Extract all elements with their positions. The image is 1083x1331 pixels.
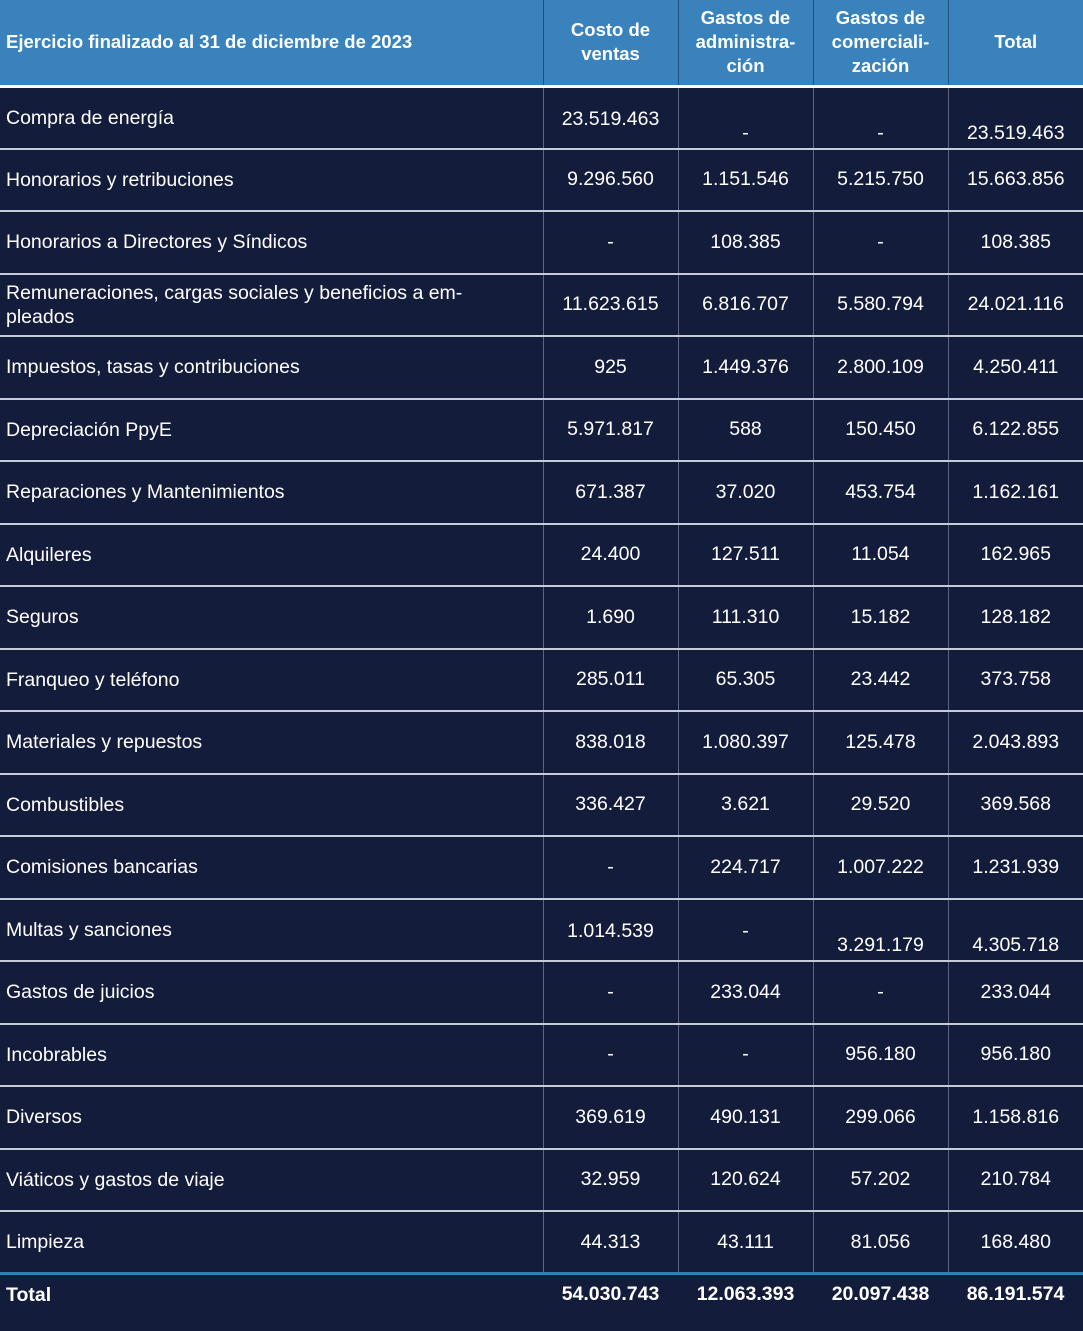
- cell-admin-expenses: 224.717: [678, 836, 813, 899]
- cell-selling-expenses: 3.291.179: [813, 899, 948, 962]
- cell-admin-expenses: 127.511: [678, 524, 813, 587]
- cell-selling-expenses: -: [813, 86, 948, 149]
- cell-admin-expenses: 3.621: [678, 774, 813, 837]
- cell-selling-expenses: -: [813, 961, 948, 1024]
- cell-total: 108.385: [948, 211, 1083, 274]
- cell-total: 168.480: [948, 1211, 1083, 1274]
- cell-admin-expenses: 108.385: [678, 211, 813, 274]
- header-cost-of-sales: Costo de ventas: [543, 0, 678, 86]
- cell-cost-of-sales: 32.959: [543, 1149, 678, 1212]
- cell-admin-expenses: 1.449.376: [678, 336, 813, 399]
- cell-total: 2.043.893: [948, 711, 1083, 774]
- cell-cost-of-sales: 11.623.615: [543, 274, 678, 337]
- cell-cost-of-sales: 1.690: [543, 586, 678, 649]
- table-row: [0, 399, 1083, 462]
- cell-cost-of-sales: 23.519.463: [543, 86, 678, 149]
- total-selling-expenses: 20.097.438: [813, 1274, 948, 1315]
- row-label: Incobrables: [0, 1024, 543, 1087]
- table-row: [0, 461, 1083, 524]
- cell-admin-expenses: 37.020: [678, 461, 813, 524]
- cell-total: 1.158.816: [948, 1086, 1083, 1149]
- cell-selling-expenses: -: [813, 211, 948, 274]
- cell-cost-of-sales: -: [543, 1024, 678, 1087]
- cell-total: 373.758: [948, 649, 1083, 712]
- cell-selling-expenses: 81.056: [813, 1211, 948, 1274]
- table-row: [0, 649, 1083, 712]
- row-label: Gastos de juicios: [0, 961, 543, 1024]
- cell-cost-of-sales: -: [543, 961, 678, 1024]
- total-label: Total: [0, 1274, 543, 1315]
- cell-admin-expenses: 490.131: [678, 1086, 813, 1149]
- cell-admin-expenses: -: [678, 86, 813, 149]
- cell-admin-expenses: 120.624: [678, 1149, 813, 1212]
- cell-admin-expenses: 233.044: [678, 961, 813, 1024]
- row-label: Compra de energía: [0, 86, 543, 149]
- cell-cost-of-sales: 24.400: [543, 524, 678, 587]
- cell-cost-of-sales: 5.971.817: [543, 399, 678, 462]
- cell-cost-of-sales: 671.387: [543, 461, 678, 524]
- header-selling-expenses: Gastos de comerciali- zación: [813, 0, 948, 86]
- table-row: [0, 86, 1083, 149]
- table-row: [0, 961, 1083, 1024]
- cell-cost-of-sales: 9.296.560: [543, 149, 678, 212]
- row-label: Viáticos y gastos de viaje: [0, 1149, 543, 1212]
- total-cost-of-sales: 54.030.743: [543, 1274, 678, 1315]
- cell-cost-of-sales: 838.018: [543, 711, 678, 774]
- table-row: [0, 524, 1083, 587]
- cell-total: 233.044: [948, 961, 1083, 1024]
- table-row: [0, 1149, 1083, 1212]
- cell-cost-of-sales: 285.011: [543, 649, 678, 712]
- table-row: [0, 336, 1083, 399]
- cell-admin-expenses: -: [678, 899, 813, 962]
- total-admin-expenses: 12.063.393: [678, 1274, 813, 1315]
- row-label: Remuneraciones, cargas sociales y beneficios a em- pleados: [0, 274, 543, 337]
- header-period: Ejercicio finalizado al 31 de diciembre de 2023: [0, 0, 543, 86]
- cell-admin-expenses: 6.816.707: [678, 274, 813, 337]
- cell-selling-expenses: 453.754: [813, 461, 948, 524]
- cell-total: 956.180: [948, 1024, 1083, 1087]
- cell-total: 162.965: [948, 524, 1083, 587]
- cell-selling-expenses: 11.054: [813, 524, 948, 587]
- cell-admin-expenses: 65.305: [678, 649, 813, 712]
- cell-cost-of-sales: 369.619: [543, 1086, 678, 1149]
- cell-selling-expenses: 29.520: [813, 774, 948, 837]
- cell-total: 6.122.855: [948, 399, 1083, 462]
- cell-admin-expenses: 1.080.397: [678, 711, 813, 774]
- cell-total: 210.784: [948, 1149, 1083, 1212]
- header-admin-expenses: Gastos de administra- ción: [678, 0, 813, 86]
- row-label: Reparaciones y Mantenimientos: [0, 461, 543, 524]
- table-header-row: [0, 0, 1083, 86]
- table-row: [0, 899, 1083, 962]
- cell-selling-expenses: 1.007.222: [813, 836, 948, 899]
- row-label: Materiales y repuestos: [0, 711, 543, 774]
- row-label: Diversos: [0, 1086, 543, 1149]
- cell-total: 369.568: [948, 774, 1083, 837]
- table-row: [0, 1211, 1083, 1274]
- header-total: Total: [948, 0, 1083, 86]
- cell-cost-of-sales: 925: [543, 336, 678, 399]
- table-row: [0, 211, 1083, 274]
- cell-selling-expenses: 2.800.109: [813, 336, 948, 399]
- table-row: [0, 836, 1083, 899]
- cell-total: 4.250.411: [948, 336, 1083, 399]
- cell-selling-expenses: 125.478: [813, 711, 948, 774]
- cell-total: 1.231.939: [948, 836, 1083, 899]
- cell-total: 24.021.116: [948, 274, 1083, 337]
- cell-admin-expenses: 1.151.546: [678, 149, 813, 212]
- cell-total: 4.305.718: [948, 899, 1083, 962]
- row-label: Honorarios y retribuciones: [0, 149, 543, 212]
- row-label: Multas y sanciones: [0, 899, 543, 962]
- table-row: [0, 149, 1083, 212]
- row-label: Limpieza: [0, 1211, 543, 1274]
- cell-selling-expenses: 57.202: [813, 1149, 948, 1212]
- cell-cost-of-sales: 44.313: [543, 1211, 678, 1274]
- table-row: [0, 1024, 1083, 1087]
- cell-admin-expenses: 43.111: [678, 1211, 813, 1274]
- cell-selling-expenses: 5.215.750: [813, 149, 948, 212]
- table-row: [0, 274, 1083, 337]
- total-total: 86.191.574: [948, 1274, 1083, 1315]
- table-row: [0, 1086, 1083, 1149]
- cell-cost-of-sales: -: [543, 836, 678, 899]
- table-row: [0, 586, 1083, 649]
- cell-admin-expenses: 588: [678, 399, 813, 462]
- cell-cost-of-sales: 336.427: [543, 774, 678, 837]
- cell-total: 1.162.161: [948, 461, 1083, 524]
- row-label: Impuestos, tasas y contribuciones: [0, 336, 543, 399]
- row-label: Depreciación PpyE: [0, 399, 543, 462]
- cell-selling-expenses: 956.180: [813, 1024, 948, 1087]
- cell-selling-expenses: 23.442: [813, 649, 948, 712]
- row-label: Comisiones bancarias: [0, 836, 543, 899]
- row-label: Alquileres: [0, 524, 543, 587]
- cell-admin-expenses: 111.310: [678, 586, 813, 649]
- cell-admin-expenses: -: [678, 1024, 813, 1087]
- table-row: [0, 774, 1083, 837]
- row-label: Combustibles: [0, 774, 543, 837]
- table-row: [0, 711, 1083, 774]
- cell-cost-of-sales: 1.014.539: [543, 899, 678, 962]
- cell-total: 23.519.463: [948, 86, 1083, 149]
- row-label: Honorarios a Directores y Síndicos: [0, 211, 543, 274]
- cell-selling-expenses: 15.182: [813, 586, 948, 649]
- cell-total: 128.182: [948, 586, 1083, 649]
- total-row: [0, 1274, 1083, 1315]
- cell-cost-of-sales: -: [543, 211, 678, 274]
- cell-selling-expenses: 150.450: [813, 399, 948, 462]
- cell-total: 15.663.856: [948, 149, 1083, 212]
- cell-selling-expenses: 299.066: [813, 1086, 948, 1149]
- row-label: Franqueo y teléfono: [0, 649, 543, 712]
- cell-selling-expenses: 5.580.794: [813, 274, 948, 337]
- row-label: Seguros: [0, 586, 543, 649]
